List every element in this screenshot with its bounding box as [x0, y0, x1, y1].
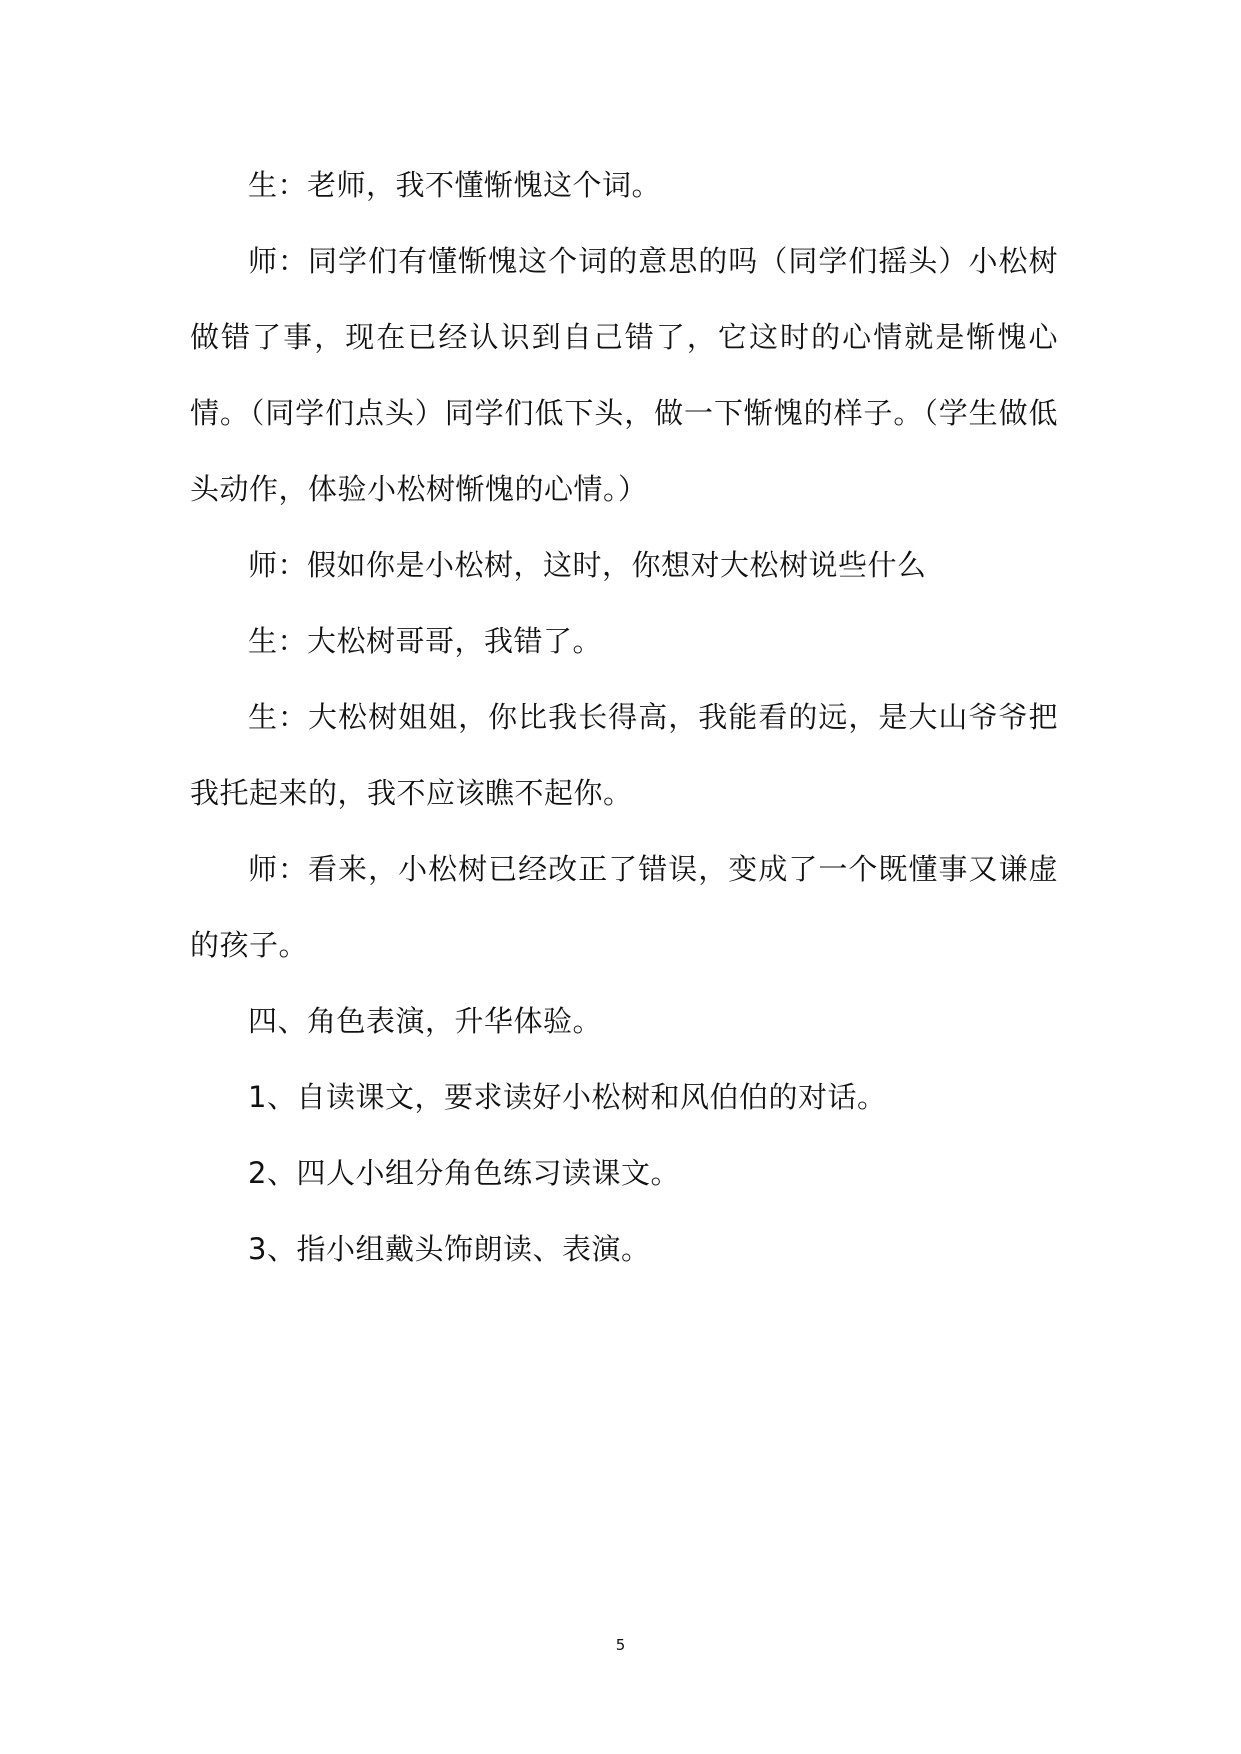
- paragraph-student-question: 生：老师，我不懂惭愧这个词。: [248, 168, 662, 202]
- paragraph-student-answer-2: 生：大松树姐姐，你比我长得高，我能看的远，是大山爷爷把我托起来的，我不应该瞧不起你。: [190, 700, 1058, 810]
- section-heading-role-play: 四、角色表演，升华体验。: [248, 1004, 603, 1038]
- page-number: 5: [615, 1636, 626, 1654]
- list-item-1: 1、自读课文，要求读好小松树和风伯伯的对话。: [248, 1080, 887, 1114]
- paragraph-teacher-prompt: 师：假如你是小松树，这时，你想对大松树说些什么: [248, 548, 927, 582]
- list-item-2: 2、四人小组分角色练习读课文。: [248, 1156, 680, 1190]
- document-body: [190, 147, 1058, 1287]
- paragraph-student-answer-1: 生：大松树哥哥，我错了。: [248, 624, 603, 658]
- list-item-3: 3、指小组戴头饰朗读、表演。: [248, 1232, 651, 1266]
- paragraph-teacher-summary: 师：看来，小松树已经改正了错误，变成了一个既懂事又谦虚的孩子。: [190, 852, 1058, 962]
- paragraph-teacher-explanation: 师：同学们有懂惭愧这个词的意思的吗（同学们摇头）小松树做错了事，现在已经认识到自己错了，它这时的心情就是惭愧心情。（同学们点头）同学们低下头，做一下惭愧的样子。（学生做低头动作，体验小松树惭愧的心情。）: [190, 244, 1058, 506]
